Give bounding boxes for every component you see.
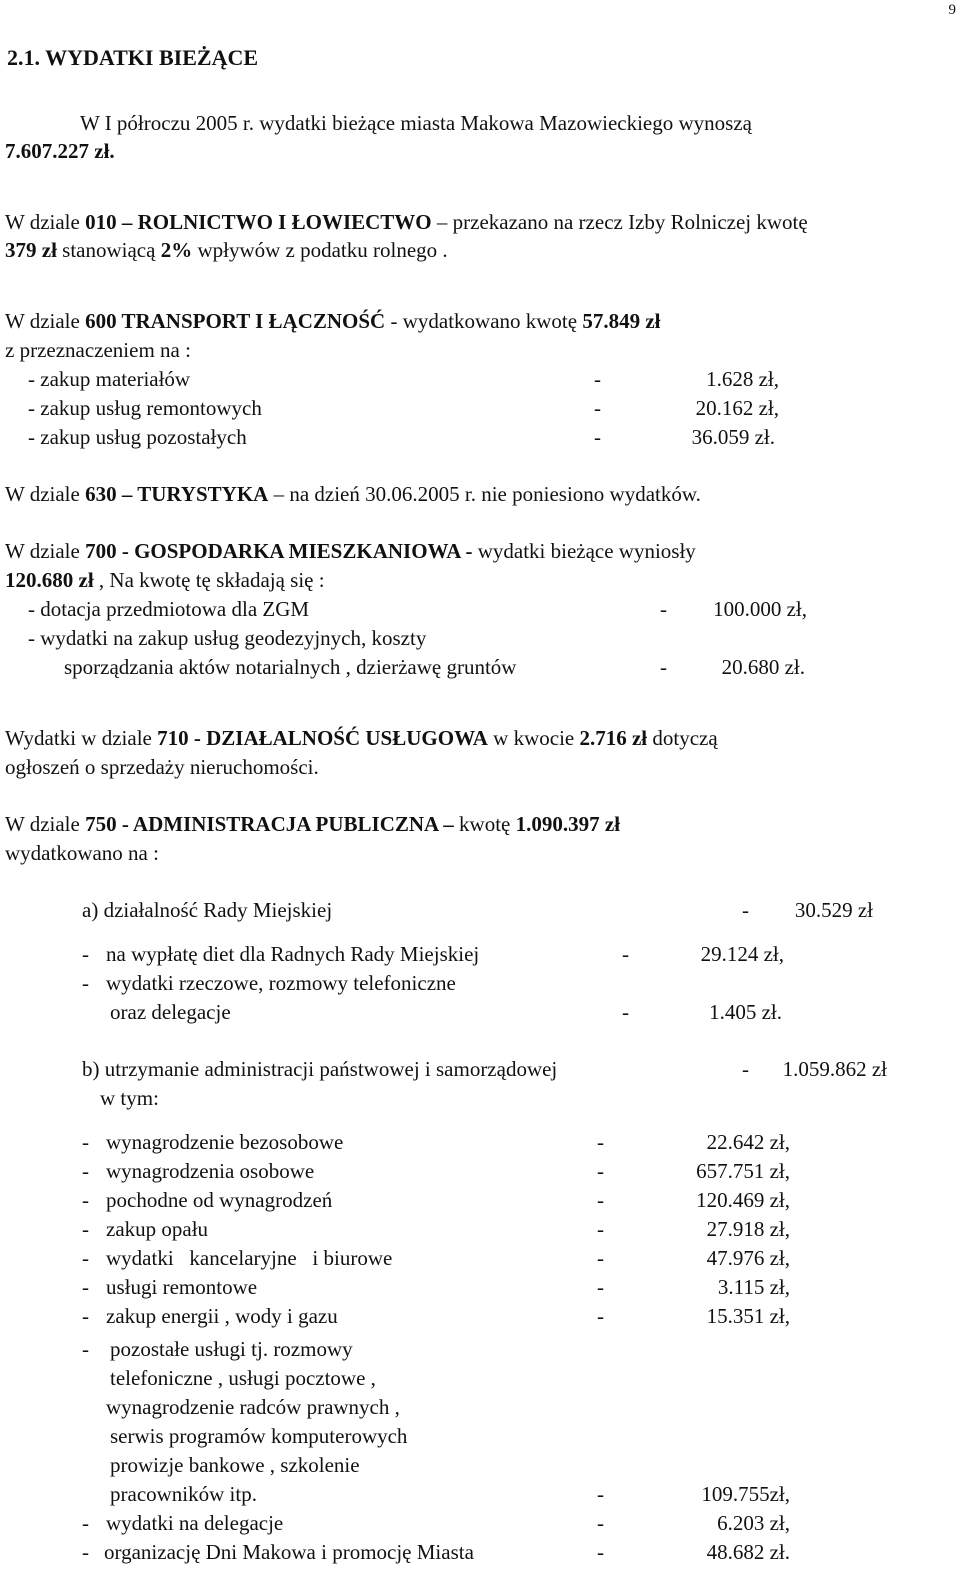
- text: w kwocie: [487, 726, 580, 750]
- page-number: 9: [948, 2, 956, 18]
- section-a-value: 30.529 zł: [794, 898, 873, 922]
- list-item-value: 20.162 zł,: [695, 396, 779, 420]
- list-item-label: prowizje bankowe , szkolenie: [110, 1453, 360, 1477]
- list-item-label: wynagrodzenie radców prawnych ,: [106, 1395, 400, 1419]
- text-rest: – przekazano na rzecz Izby Rolniczej kwotę: [431, 210, 808, 234]
- section-a-label: a) działalność Rady Miejskiej: [82, 898, 333, 922]
- list-item-value: 47.976 zł,: [706, 1246, 790, 1270]
- list-item-label: organizację Dni Makowa i promocję Miasta: [104, 1540, 474, 1564]
- intro-line-1: W I półroczu 2005 r. wydatki bieżące miasta Makowa Mazowieckiego wynoszą: [80, 111, 752, 135]
- list-item-dash: -: [82, 1337, 89, 1361]
- list-item-dash: -: [622, 1000, 629, 1024]
- dzial-750-line-2: wydatkowano na :: [5, 841, 159, 865]
- text: kwotę: [453, 812, 516, 836]
- list-item-label: - dotacja przedmiotowa dla ZGM: [28, 597, 310, 621]
- list-item-dash: -: [597, 1482, 604, 1506]
- list-item-label: usługi remontowe: [106, 1275, 258, 1299]
- list-item-label: zakup energii , wody i gazu: [106, 1304, 338, 1328]
- text-prefix: W dziale: [5, 812, 86, 836]
- section-heading: 2.1. WYDATKI BIEŻĄCE: [7, 45, 259, 70]
- text-prefix: W dziale: [5, 539, 86, 563]
- dzial-750-line-1: [5, 814, 620, 835]
- list-item-label: wydatki kancelaryjne i biurowe: [106, 1246, 393, 1270]
- list-item-value: 20.680 zł.: [721, 655, 805, 679]
- dzial-600-name: 600 TRANSPORT I ŁĄCZNOŚĆ: [85, 309, 386, 333]
- list-item-dash: -: [597, 1540, 604, 1564]
- dzial-630-name: 630 – TURYSTYKA: [85, 482, 269, 506]
- amount: 1.090.397 zł: [515, 812, 621, 836]
- list-item-label: wynagrodzenia osobowe: [106, 1159, 315, 1183]
- list-item-value: 48.682 zł.: [706, 1540, 790, 1564]
- list-item-dash: -: [597, 1511, 604, 1535]
- percent: 2%: [160, 238, 193, 262]
- list-item-label: - zakup usług pozostałych: [28, 425, 247, 449]
- dzial-630-line: [5, 484, 701, 505]
- list-item-value: 6.203 zł,: [717, 1511, 790, 1535]
- list-item-label: na wypłatę diet dla Radnych Rady Miejskiej: [106, 942, 480, 966]
- list-item-label: telefoniczne , usługi pocztowe ,: [110, 1366, 376, 1390]
- dzial-600-line-2: z przeznaczeniem na :: [5, 338, 191, 362]
- list-item-dash: -: [82, 971, 89, 995]
- dzial-600-line-1: [5, 311, 661, 332]
- list-item-value: 3.115 zł,: [717, 1275, 790, 1299]
- text: wydatki bieżące wyniosły: [472, 539, 696, 563]
- list-item-label: - wydatki na zakup usług geodezyjnych, koszty: [28, 626, 427, 650]
- dzial-710-line-1: [5, 728, 718, 749]
- list-item-dash: -: [82, 1511, 89, 1535]
- section-b-wtym: w tym:: [100, 1086, 159, 1110]
- text: - wydatkowano kwotę: [385, 309, 583, 333]
- section-b-value: 1.059.862 zł: [782, 1057, 887, 1081]
- list-item-value: 36.059 zł.: [691, 425, 775, 449]
- list-item-label: - zakup usług remontowych: [28, 396, 262, 420]
- list-item-dash: -: [660, 655, 667, 679]
- list-item-value: 1.405 zł.: [709, 1000, 782, 1024]
- list-item-label: - zakup materiałów: [28, 367, 191, 391]
- amount: 2.716 zł: [579, 726, 648, 750]
- list-item-dash: -: [82, 1130, 89, 1154]
- text: wpływów z podatku rolnego .: [192, 238, 448, 262]
- list-item-dash: -: [82, 1188, 89, 1212]
- list-item-dash: -: [597, 1275, 604, 1299]
- text-prefix: Wydatki w dziale: [5, 726, 158, 750]
- list-item-value: 120.469 zł,: [696, 1188, 790, 1212]
- amount: 57.849 zł: [582, 309, 661, 333]
- dzial-700-line-2: [5, 570, 325, 591]
- list-item-dash: -: [82, 1540, 89, 1564]
- text: dotyczą: [647, 726, 718, 750]
- list-item-dash: -: [597, 1188, 604, 1212]
- amount: 379 zł: [5, 238, 57, 262]
- text: stanowiącą: [56, 238, 161, 262]
- list-item-dash: -: [597, 1246, 604, 1270]
- list-item-dash: -: [660, 597, 667, 621]
- dzial-710-line-2: ogłoszeń o sprzedaży nieruchomości.: [5, 755, 319, 779]
- dzial-010-line-2: [5, 240, 448, 261]
- list-item-dash: -: [597, 1130, 604, 1154]
- list-item-value: 27.918 zł,: [706, 1217, 790, 1241]
- list-item-dash: -: [82, 1304, 89, 1328]
- list-item-label: wydatki na delegacje: [106, 1511, 284, 1535]
- list-item-label: pracowników itp.: [110, 1482, 257, 1506]
- list-item-dash: -: [594, 367, 601, 391]
- amount: 120.680 zł: [5, 568, 94, 592]
- list-item-dash: -: [82, 1217, 89, 1241]
- section-b-label: b) utrzymanie administracji państwowej i samorządowej: [82, 1057, 558, 1081]
- list-item-label: pozostałe usługi tj. rozmowy: [110, 1337, 353, 1361]
- dzial-750-name: 750 - ADMINISTRACJA PUBLICZNA –: [85, 812, 454, 836]
- list-item-value: 100.000 zł,: [713, 597, 807, 621]
- list-item-dash: -: [594, 396, 601, 420]
- list-item-label: sporządzania aktów notarialnych , dzierżawę gruntów: [64, 655, 517, 679]
- section-a-dash: -: [742, 898, 749, 922]
- list-item-label: oraz delegacje: [110, 1000, 231, 1024]
- dzial-010-name: 010 – ROLNICTWO I ŁOWIECTWO: [85, 210, 432, 234]
- list-item-dash: -: [594, 425, 601, 449]
- list-item-value: 109.755zł,: [701, 1482, 790, 1506]
- list-item-dash: -: [597, 1217, 604, 1241]
- list-item-dash: -: [597, 1304, 604, 1328]
- dzial-700-name: 700 - GOSPODARKA MIESZKANIOWA -: [85, 539, 473, 563]
- list-item-label: wydatki rzeczowe, rozmowy telefoniczne: [106, 971, 456, 995]
- list-item-dash: -: [82, 1275, 89, 1299]
- list-item-label: zakup opału: [106, 1217, 209, 1241]
- list-item-label: wynagrodzenie bezosobowe: [106, 1130, 344, 1154]
- text: – na dzień 30.06.2005 r. nie poniesiono wydatków.: [268, 482, 701, 506]
- text-prefix: W dziale: [5, 482, 86, 506]
- text-prefix: W dziale: [5, 210, 86, 234]
- intro-total: 7.607.227 zł.: [5, 139, 115, 163]
- list-item-value: 657.751 zł,: [696, 1159, 790, 1183]
- list-item-label: serwis programów komputerowych: [110, 1424, 408, 1448]
- section-b-dash: -: [742, 1057, 749, 1081]
- list-item-dash: -: [622, 942, 629, 966]
- dzial-010-line-1: [5, 212, 808, 233]
- list-item-value: 29.124 zł,: [700, 942, 784, 966]
- list-item-value: 1.628 zł,: [706, 367, 779, 391]
- dzial-710-name: 710 - DZIAŁALNOŚĆ USŁUGOWA: [157, 726, 488, 750]
- list-item-value: 22.642 zł,: [706, 1130, 790, 1154]
- list-item-dash: -: [82, 942, 89, 966]
- text-prefix: W dziale: [5, 309, 86, 333]
- list-item-value: 15.351 zł,: [706, 1304, 790, 1328]
- list-item-dash: -: [597, 1159, 604, 1183]
- text: , Na kwotę tę składają się :: [93, 568, 325, 592]
- list-item-dash: -: [82, 1246, 89, 1270]
- dzial-700-line-1: [5, 541, 696, 562]
- list-item-dash: -: [82, 1159, 89, 1183]
- list-item-label: pochodne od wynagrodzeń: [106, 1188, 333, 1212]
